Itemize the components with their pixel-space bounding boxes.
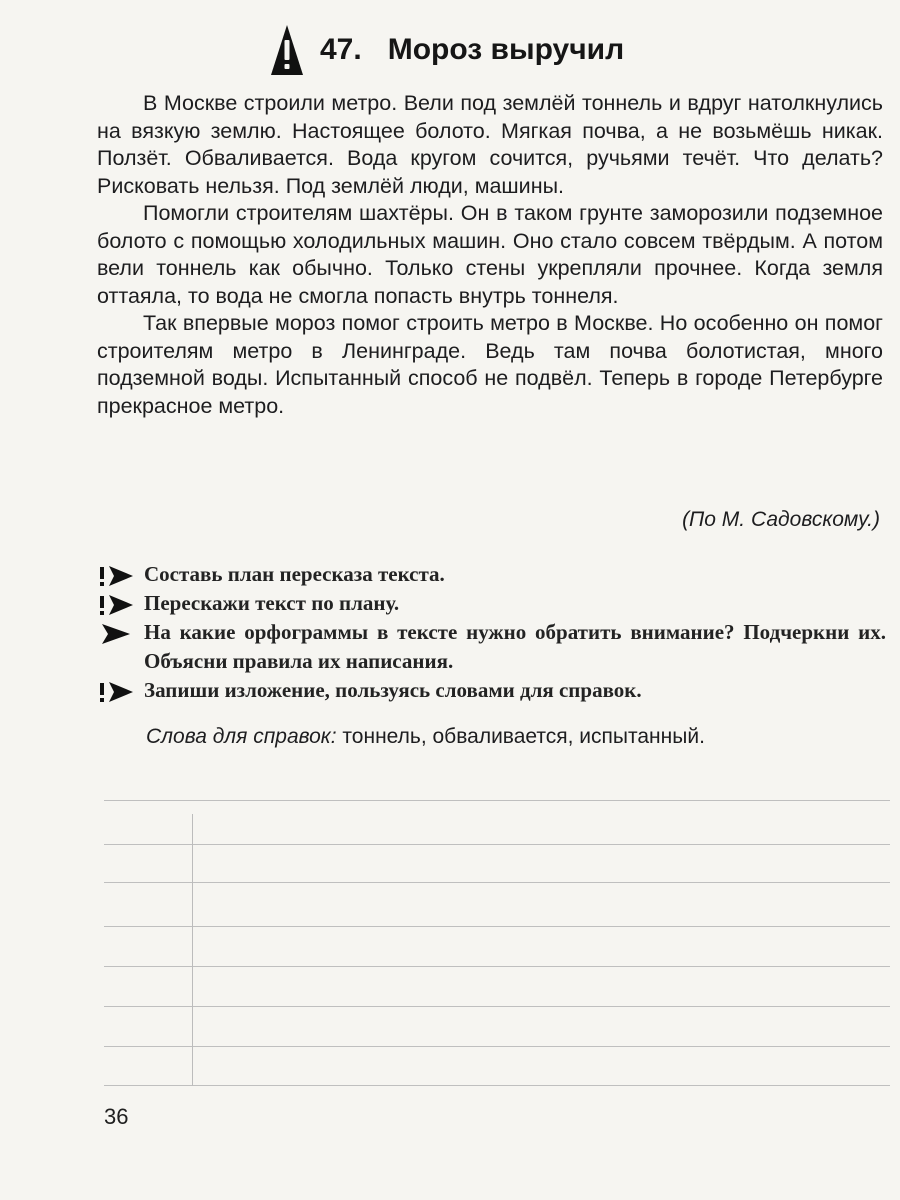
lesson-number: 47. — [320, 33, 362, 66]
task-text: Запиши изложение, пользуясь словами для справок. — [144, 678, 642, 702]
reference-words — [146, 722, 766, 752]
task-text: Составь план пересказа текста. — [144, 562, 445, 586]
ruled-line — [104, 966, 890, 967]
task-item — [96, 589, 886, 618]
task-text: На какие орфограммы в тексте нужно обратить внимание? Подчеркни их. Объясни правила их написания. — [144, 620, 886, 673]
story-text — [97, 90, 883, 420]
task-item — [96, 560, 886, 589]
ruled-line — [104, 926, 890, 927]
story-paragraph: В Москве строили метро. Вели под землёй тоннель и вдруг натолкнулись на вязкую землю. Настоящее болото. Мягкая почва, а не возьмёшь никак. Ползёт. Обваливается. Вода кругом сочится, ручьями течёт. Что делать? Рисковать нельзя. Под землёй люди, машины. — [97, 91, 883, 198]
ruled-line — [104, 844, 890, 845]
task-item — [96, 618, 886, 676]
task-list — [96, 560, 886, 705]
exclamation-arrow-icon — [98, 681, 134, 703]
story-paragraph: Так впервые мороз помог строить метро в Москве. Но особенно он помог строителям метро в Ленинграде. Ведь там почва болотистая, много подземной воды. Испытанный способ не подвёл. Теперь в городе Петербурге прекрасное метро. — [97, 311, 883, 418]
lesson-header — [270, 20, 624, 80]
page-number: 36 — [104, 1104, 129, 1129]
ruled-line — [104, 1085, 890, 1086]
story-source: (По М. Садовскому.) — [682, 508, 880, 531]
task-item — [96, 676, 886, 705]
ruled-line — [104, 800, 890, 801]
writing-area[interactable] — [104, 800, 890, 1086]
ruled-line — [104, 1006, 890, 1007]
ruled-line — [104, 882, 890, 883]
exclamation-arrow-icon — [98, 594, 134, 616]
story-paragraph: Помогли строителям шахтёры. Он в таком грунте заморозили подземное болото с помощью холодильных машин. Оно стало совсем твёрдым. А потом вели тоннель как обычно. Только стены укрепляли прочнее. Когда земля оттаяла, то вода не смогла попасть внутрь тоннеля. — [97, 201, 883, 308]
arrow-icon — [98, 623, 134, 645]
exclamation-arrow-icon — [98, 565, 134, 587]
reference-words-list: тоннель, обваливается, испытанный. — [342, 725, 705, 748]
warning-triangle-icon — [270, 24, 304, 76]
task-text: Перескажи текст по плану. — [144, 591, 400, 615]
reference-words-label: Слова для справок: — [146, 725, 337, 748]
ruled-line — [104, 1046, 890, 1047]
margin-line — [192, 814, 193, 1086]
lesson-title: Мороз выручил — [387, 33, 625, 66]
